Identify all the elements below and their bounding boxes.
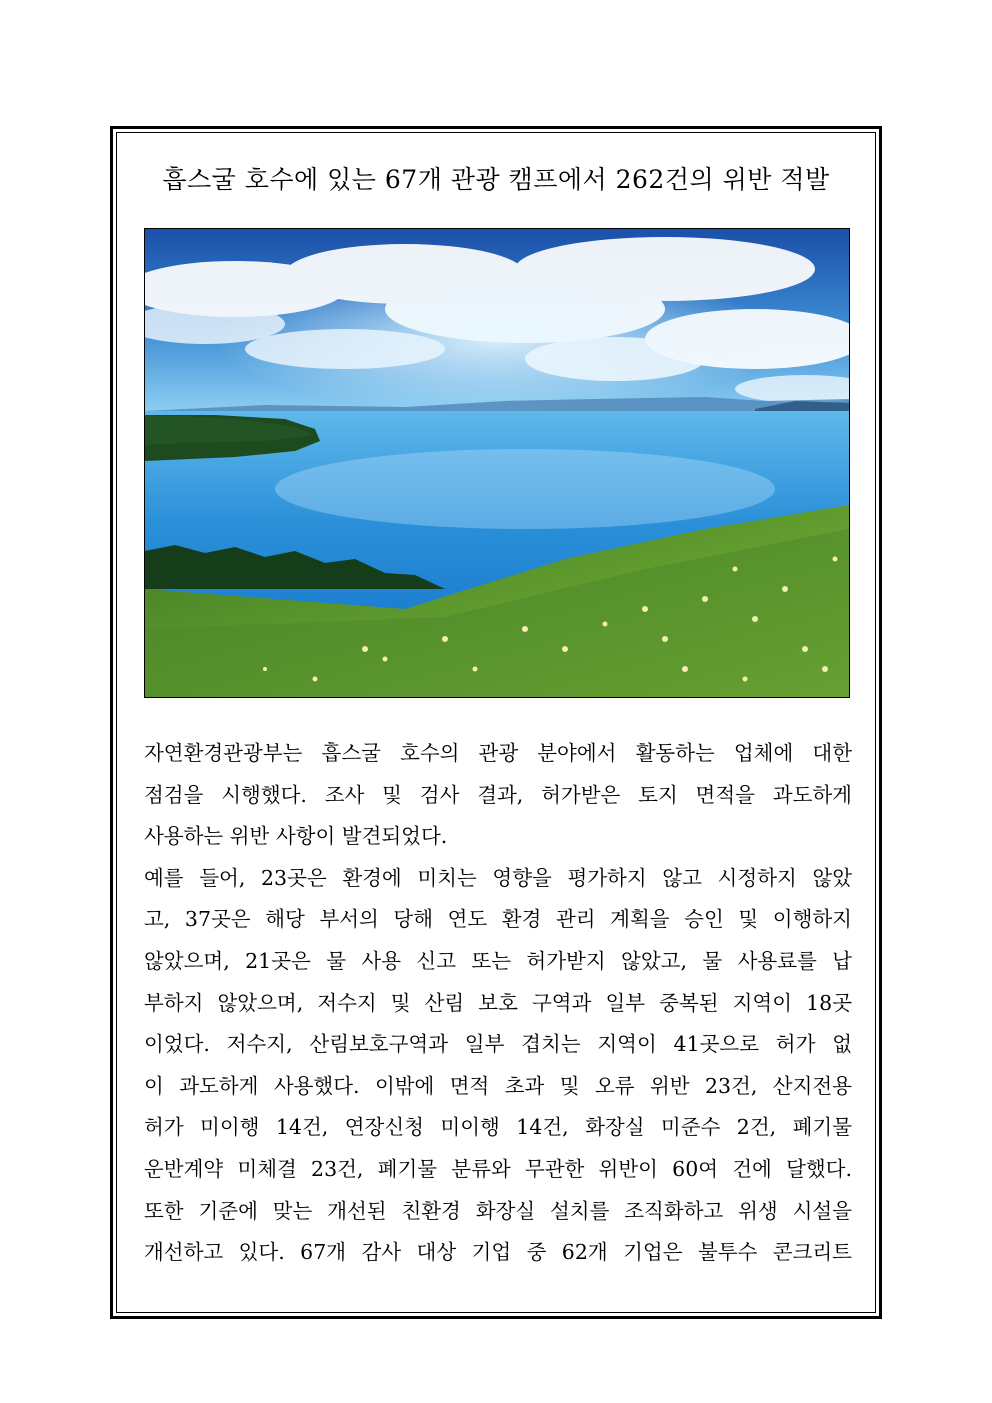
body-line: 사용하는 위반 사항이 발견되었다. xyxy=(144,824,448,849)
article-body xyxy=(144,733,852,1274)
body-line: 허가 미이행 14건, 연장신청 미이행 14건, 화장실 미준수 2건, 폐기물 xyxy=(144,1115,852,1140)
body-line: 예를 들어, 23곳은 환경에 미치는 영향을 평가하지 않고 시정하지 않았 xyxy=(144,865,852,890)
body-line: 부하지 않았으며, 저수지 및 산림 보호 구역과 일부 중복된 지역이 18곳 xyxy=(144,990,852,1015)
body-line: 운반계약 미체결 23건, 폐기물 분류와 무관한 위반이 60여 건에 달했다. xyxy=(144,1156,852,1181)
lake-photo xyxy=(144,228,850,698)
body-line: 이 과도하게 사용했다. 이밖에 면적 초과 및 오류 위반 23건, 산지전용 xyxy=(144,1073,852,1098)
lake-landscape-image xyxy=(145,229,849,697)
article-title: 흡스굴 호수에 있는 67개 관광 캠프에서 262건의 위반 적발 xyxy=(162,165,830,194)
body-line: 개선하고 있다. 67개 감사 대상 기업 중 62개 기업은 불투수 콘크리트 xyxy=(144,1240,852,1265)
body-line: 또한 기준에 맞는 개선된 친환경 화장실 설치를 조직화하고 위생 시설을 xyxy=(144,1198,852,1223)
body-line: 이었다. 저수지, 산림보호구역과 일부 겹치는 지역이 41곳으로 허가 없 xyxy=(144,1032,852,1057)
body-line: 고, 37곳은 해당 부서의 당해 연도 환경 관리 계획을 승인 및 이행하지 xyxy=(144,907,852,932)
body-line: 않았으며, 21곳은 물 사용 신고 또는 허가받지 않았고, 물 사용료를 납 xyxy=(144,948,852,973)
body-line: 자연환경관광부는 흡스굴 호수의 관광 분야에서 활동하는 업체에 대한 xyxy=(144,741,852,765)
body-line: 점검을 시행했다. 조사 및 검사 결과, 허가받은 토지 면적을 과도하게 xyxy=(144,782,852,807)
